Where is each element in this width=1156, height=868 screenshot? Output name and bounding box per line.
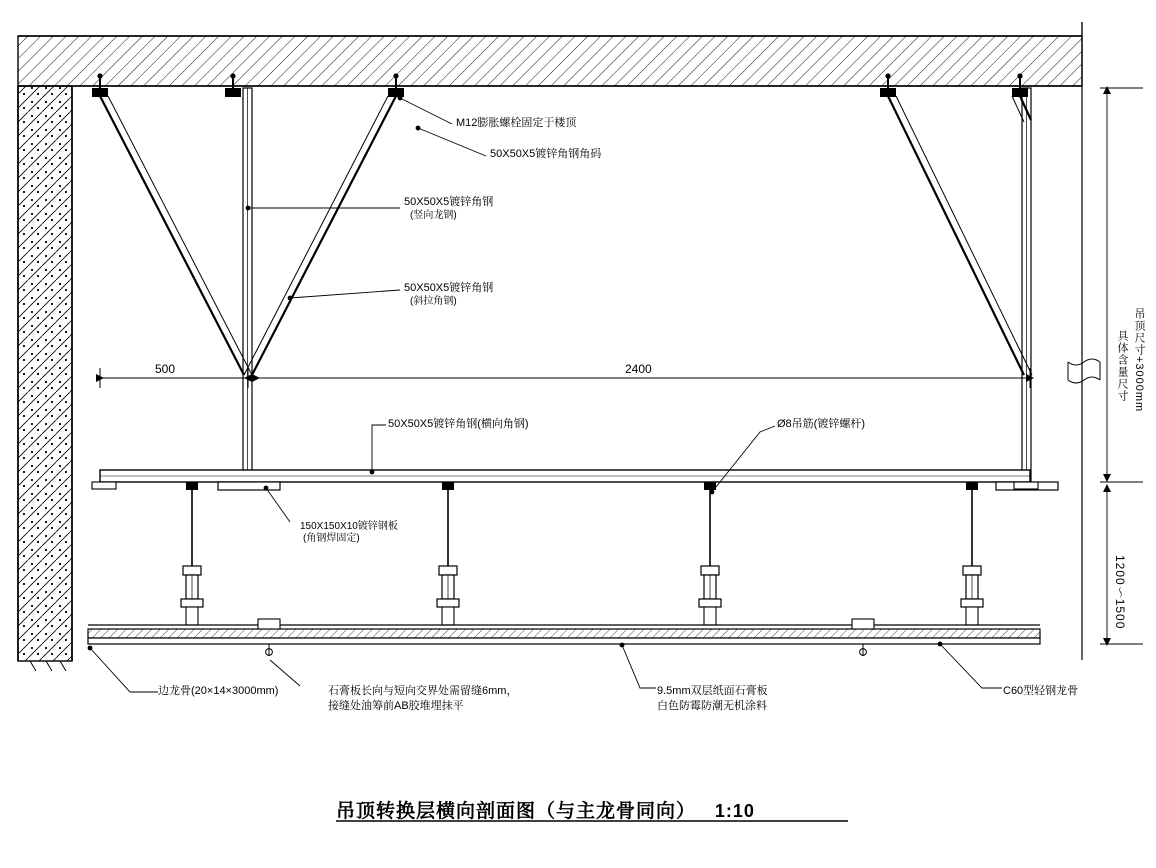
hanger-rods [181, 482, 983, 625]
dimension-vertical-range: 1200～1500 [1113, 555, 1127, 630]
drawing-title-text: 吊顶转换层横向剖面图（与主龙骨同向） [336, 801, 697, 822]
callout-m12-anchor: M12膨胀螺栓固定于楼顶 [456, 117, 577, 129]
callout-gypsum-board-line2: 白色防霉防潮无机涂料 [657, 700, 767, 712]
callout-gypsum-joint-line1: 石膏板长向与短向交界处需留缝6mm， [328, 685, 518, 697]
callout-steel-plate-line1: 150X150X10镀锌钢板 [300, 521, 398, 532]
dimension-center-span: 2400 [625, 362, 652, 376]
dimension-line-main [96, 368, 1034, 388]
dimension-right-note-1: 吊顶尺寸+3000mm [1133, 308, 1145, 413]
callout-c60-keel: C60型轻钢龙骨 [1003, 685, 1079, 697]
callout-angle-code: 50X50X5镀锌角钢角码 [490, 148, 602, 160]
ceiling-slab [18, 36, 1082, 86]
callout-vertical-angle-line2: (竖向龙钢) [410, 210, 457, 221]
drawing-scale: 1:10 [714, 801, 755, 821]
drawing-title [336, 796, 755, 823]
dimension-left-span: 500 [155, 362, 176, 376]
callout-brace-angle-line2: (斜拉角钢) [410, 296, 457, 307]
callout-vertical-angle-line1: 50X50X5镀锌角钢 [404, 196, 494, 208]
callout-hanger-rod: Ø8吊筋(镀锌螺杆) [777, 418, 865, 430]
dimension-right-note-2: 具体含量尺寸 [1116, 330, 1128, 402]
callout-gypsum-board-line1: 9.5mm双层纸面石膏板 [657, 685, 768, 697]
callout-edge-keel: 边龙骨(20×14×3000mm) [158, 685, 279, 697]
callout-steel-plate-line2: (角钢焊固定) [303, 533, 360, 544]
leader-lines [88, 96, 1002, 692]
horizontal-angle-beam [92, 470, 1058, 490]
diagonal-braces [100, 96, 1032, 375]
callout-gypsum-joint-line2: 接缝处油筹前AB胶堆埋抹平 [328, 700, 464, 712]
ceiling-board-assembly [88, 619, 1040, 656]
callout-brace-angle-line1: 50X50X5镀锌角钢 [404, 282, 494, 294]
callout-horizontal-angle: 50X50X5镀锌角钢(横向角钢) [388, 418, 529, 430]
left-wall [18, 86, 72, 671]
